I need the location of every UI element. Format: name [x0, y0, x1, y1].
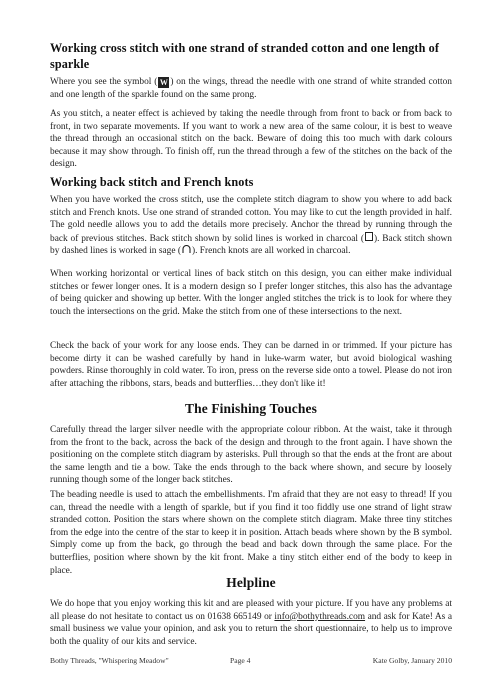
back-stitch-heading: Working back stitch and French knots [50, 175, 254, 189]
sparkle-text-a: Where you see the symbol ( [50, 77, 158, 87]
charcoal-square-icon [365, 232, 373, 241]
w-symbol-icon: W [159, 78, 168, 87]
neat-stitching-paragraph: As you stitch, a neater effect is achieved by taking the needle through from front to back or from back to front, in two separate movements. If you want to work a new area of the same colour, it is best to weave the thread through an occasional stitch on the back. Beware of doing this too much with dark colours because it may show through. To finish off, run the thread through a few of the stitches on the back of the design. [50, 109, 452, 170]
email-link[interactable]: info@bothythreads.com [274, 611, 366, 622]
footer-page-number: Page 4 [230, 656, 251, 665]
helpline-text-a: We do hope that you enjoy working this kit and are pleased with your picture. If you have any problems at all please do not hesitate to contact us on 01638 665149 or [50, 599, 452, 622]
beading-paragraph: The beading needle is used to attach the embellishments. I'm afraid that they are not easy to thread! If you can, thread the needle with a length of sparkle, but if you find it too fiddly use one strand of light straw stranded cotton. Position the stars where shown on the complete stitch diagram. Make three tiny stitches from the edge into the centre of the star to keep it in position. Attach beads where shown by the B symbol. Simply come up from the back, go through the bead and back down through the same place. For the butterflies, position where shown by the kit front. Make a tiny stitch either end of the body to keep in place. [50, 490, 452, 576]
back-stitch-text-b: ). Back stitch shown by dashed lines is worked in sage ( [50, 233, 452, 257]
horizontal-lines-paragraph: When working horizontal or vertical lines of back stitch on this design, you can either make individual stitches or fewer longer ones. It is a modern design so I prefer longer stitches, this also has the advantage of being quicker and showing up better. With the longer angled stitches the trick is to look for where they touch the intersections on the grid. Make the stitch from one of these intersections to the next. [50, 269, 452, 317]
sparkle-paragraph [50, 76, 452, 101]
helpline-paragraph [50, 598, 452, 648]
back-stitch-text-c: ). French knots are all worked in charcoal. [191, 246, 351, 257]
sage-arch-icon [182, 245, 191, 254]
loose-ends-paragraph: Check the back of your work for any loose ends. They can be darned in or trimmed. If your picture has become dirty it can be washed carefully by hand in luke-warm water, but avoid biological washing powders. Rinse thoroughly in cold water. To iron, press on the reverse side onto a towel. Please do not iron after attaching the ribbons, stars, beads and butterflies…they don't like it! [50, 341, 452, 389]
footer-left: Bothy Threads, "Whispering Meadow" [50, 656, 169, 665]
cross-stitch-heading: Working cross stitch with one strand of stranded cotton and one length of sparkle [50, 41, 439, 71]
back-stitch-paragraph [50, 194, 452, 258]
footer-right: Kate Golby, January 2010 [372, 656, 452, 665]
helpline-text-b: and ask for Kate! As a small business we value your opinion, and ask you to return the short questionnaire, to help us to improve both the quality of our kits and service. [50, 611, 452, 647]
ribbon-paragraph: Carefully thread the larger silver needle with the appropriate colour ribbon. At the waist, take it through from the front to the back, across the back of the design and through to the front again. I have shown the positioning on the complete stitch diagram by asterisks. Pull through so that the ends at the front are about the same length and tie a bow. Take the ends through to the back where shown, and secure by loosely running though some of the longer back stitches. [50, 425, 452, 486]
sparkle-text-b: ) on the wings, thread the needle with one strand of white stranded cotton and one length of the sparkle found on the same prong. [50, 77, 452, 100]
back-stitch-text-a: When you have worked the cross stitch, use the complete stitch diagram to show you where to add back stitch and French knots. Use one strand of stranded cotton. You may like to cut the length provided in half. The gold needle allows you to add the details more precisely. Anchor the thread by running through the back of previous stitches. Back stitch shown by solid lines is worked in charcoal ( [50, 195, 452, 244]
helpline-heading: Helpline [226, 575, 276, 590]
finishing-touches-heading: The Finishing Touches [185, 401, 317, 416]
